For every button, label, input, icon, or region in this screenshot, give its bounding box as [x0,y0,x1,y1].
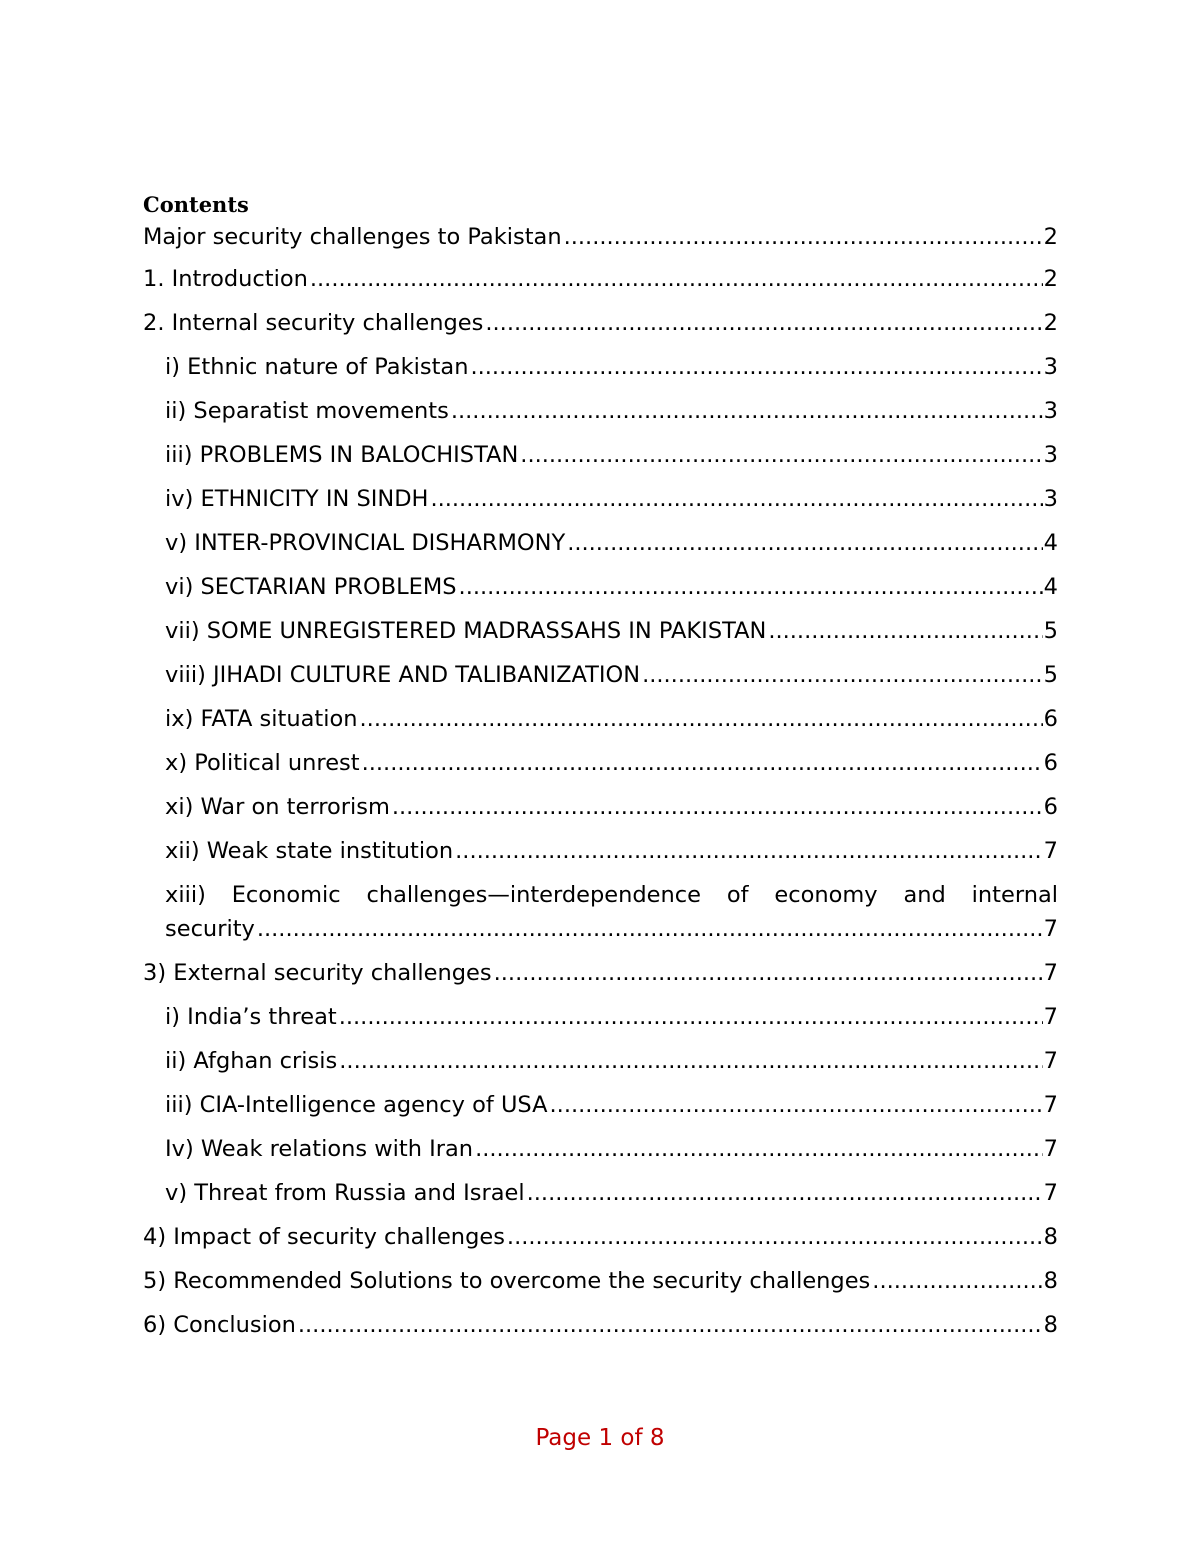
toc-entry-economic-challenges[interactable] [143,878,1058,946]
dot-leader [470,350,1042,384]
table-of-contents [143,220,1058,1352]
toc-entry-page-number: 5 [1043,662,1058,688]
toc-entry-problems-in-balochistan[interactable] [143,438,1058,472]
toc-entry-page-number: 2 [1043,266,1058,292]
toc-entry-page-number: 7 [1043,1004,1058,1030]
toc-entry-label[interactable]: ix) FATA situation [165,706,358,732]
toc-entry-page-number: 6 [1043,794,1058,820]
toc-entry-impact-of-security-challenges[interactable] [143,1220,1058,1254]
toc-entry-threat-russia-israel[interactable] [143,1176,1058,1210]
toc-entry-unregistered-madrassahs[interactable] [143,614,1058,648]
dot-leader [455,834,1043,868]
dot-leader [494,956,1043,990]
dot-leader [392,790,1043,824]
toc-entry-page-number: 2 [1043,310,1058,336]
toc-entry-label[interactable]: i) India’s threat [165,1004,337,1030]
dot-leader [362,746,1043,780]
toc-entry-page-number: 5 [1043,618,1058,644]
toc-entry-major-security-challenges[interactable] [143,220,1058,254]
dot-leader [451,394,1043,428]
toc-entry-label[interactable]: viii) JIHADI CULTURE AND TALIBANIZATION [165,662,641,688]
toc-entry-label[interactable]: iv) ETHNICITY IN SINDH [165,486,429,512]
dot-leader [339,1044,1042,1078]
toc-entry-page-number: 7 [1043,1136,1058,1162]
toc-entry-page-number: 6 [1043,706,1058,732]
toc-entry-label[interactable]: iii) CIA-Intelligence agency of USA [165,1092,548,1118]
toc-entry-conclusion[interactable] [143,1308,1058,1342]
toc-entry-india-threat[interactable] [143,1000,1058,1034]
toc-entry-label[interactable]: i) Ethnic nature of Pakistan [165,354,469,380]
toc-entry-label[interactable]: 4) Impact of security challenges [143,1224,505,1250]
toc-entry-label[interactable]: x) Political unrest [165,750,360,776]
toc-entry-separatist-movements[interactable] [143,394,1058,428]
toc-entry-page-number: 4 [1043,530,1058,556]
dot-leader [507,1220,1043,1254]
toc-entry-introduction[interactable] [143,262,1058,296]
dot-leader [550,1088,1043,1122]
toc-entry-cia-intelligence[interactable] [143,1088,1058,1122]
toc-entry-label[interactable]: vii) SOME UNREGISTERED MADRASSAHS IN PAKISTAN [165,618,767,644]
toc-entry-label-line2[interactable]: security [165,916,255,942]
toc-entry-page-number: 7 [1043,916,1058,942]
toc-entry-label[interactable]: 6) Conclusion [143,1312,296,1338]
dot-leader [310,262,1043,296]
dot-leader [360,702,1043,736]
toc-entry-recommended-solutions[interactable] [143,1264,1058,1298]
toc-entry-page-number: 8 [1043,1312,1058,1338]
toc-entry-page-number: 3 [1043,398,1058,424]
toc-entry-label[interactable]: v) INTER-PROVINCIAL DISHARMONY [165,530,566,556]
toc-entry-label[interactable]: 1. Introduction [143,266,308,292]
toc-entry-label[interactable]: ii) Afghan crisis [165,1048,338,1074]
toc-entry-label[interactable]: Iv) Weak relations with Iran [165,1136,474,1162]
dot-leader [485,306,1042,340]
dot-leader [564,220,1043,254]
toc-entry-page-number: 2 [1043,224,1058,250]
toc-entry-page-number: 7 [1043,1180,1058,1206]
toc-entry-label[interactable]: 3) External security challenges [143,960,492,986]
dot-leader [257,912,1043,946]
toc-entry-page-number: 7 [1043,1048,1058,1074]
toc-entry-label[interactable]: v) Threat from Russia and Israel [165,1180,525,1206]
toc-entry-afghan-crisis[interactable] [143,1044,1058,1078]
dot-leader [872,1264,1042,1298]
toc-entry-page-number: 7 [1043,1092,1058,1118]
toc-entry-label-line1[interactable]: xiii) Economic challenges—interdependence of economy and internal [165,882,1058,908]
dot-leader [642,658,1043,692]
dot-leader [475,1132,1043,1166]
toc-entry-page-number: 7 [1043,960,1058,986]
dot-leader [520,438,1042,472]
dot-leader [339,1000,1043,1034]
dot-leader [459,570,1043,604]
toc-entry-page-number: 4 [1043,574,1058,600]
toc-entry-label[interactable]: vi) SECTARIAN PROBLEMS [165,574,457,600]
toc-entry-label[interactable]: iii) PROBLEMS IN BALOCHISTAN [165,442,519,468]
dot-leader [527,1176,1043,1210]
toc-entry-inter-provincial-disharmony[interactable] [143,526,1058,560]
dot-leader [298,1308,1043,1342]
toc-entry-label[interactable]: Major security challenges to Pakistan [143,224,562,250]
toc-entry-label[interactable]: xi) War on terrorism [165,794,390,820]
page-footer: Page 1 of 8 [535,1425,665,1451]
toc-entry-jihadi-culture[interactable] [143,658,1058,692]
toc-entry-fata-situation[interactable] [143,702,1058,736]
toc-entry-ethnicity-in-sindh[interactable] [143,482,1058,516]
contents-heading: Contents [143,192,249,217]
toc-entry-war-on-terrorism[interactable] [143,790,1058,824]
dot-leader [567,526,1042,560]
toc-entry-ethnic-nature[interactable] [143,350,1058,384]
dot-leader [430,482,1042,516]
toc-entry-label[interactable]: 2. Internal security challenges [143,310,484,336]
toc-entry-page-number: 3 [1043,486,1058,512]
dot-leader [768,614,1042,648]
toc-entry-label[interactable]: xii) Weak state institution [165,838,454,864]
toc-entry-weak-relations-iran[interactable] [143,1132,1058,1166]
toc-entry-external-security-challenges[interactable] [143,956,1058,990]
toc-entry-page-number: 6 [1043,750,1058,776]
toc-entry-internal-security-challenges[interactable] [143,306,1058,340]
toc-entry-page-number: 7 [1043,838,1058,864]
toc-entry-weak-state-institution[interactable] [143,834,1058,868]
toc-entry-political-unrest[interactable] [143,746,1058,780]
toc-entry-page-number: 8 [1043,1268,1058,1294]
toc-entry-page-number: 3 [1043,354,1058,380]
toc-entry-page-number: 3 [1043,442,1058,468]
toc-entry-label[interactable]: ii) Separatist movements [165,398,449,424]
toc-entry-sectarian-problems[interactable] [143,570,1058,604]
toc-entry-label[interactable]: 5) Recommended Solutions to overcome the security challenges [143,1268,871,1294]
toc-entry-page-number: 8 [1043,1224,1058,1250]
